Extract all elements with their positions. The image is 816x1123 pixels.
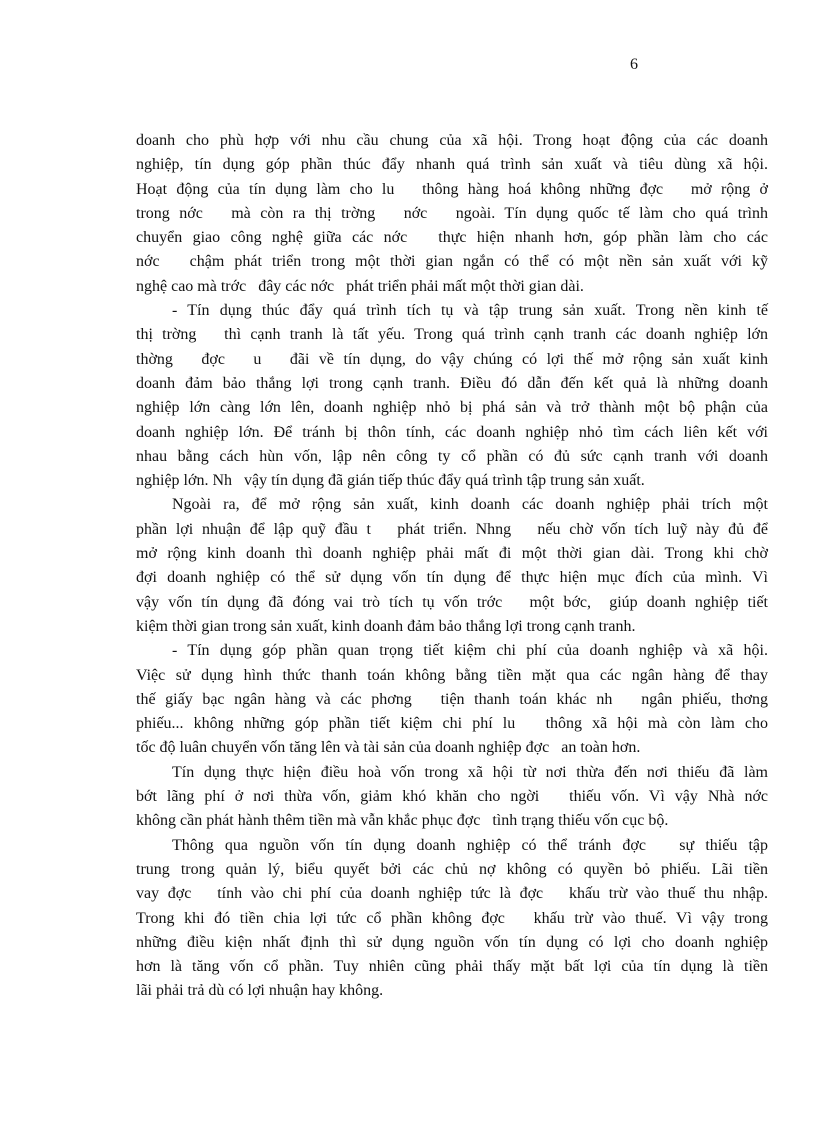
text-line: Hoạt động của tín dụng làm cho lu thông hàng hoá không những đợc mở rộng ở <box>136 180 768 198</box>
text-line: chuyển giao công nghệ giữa các nớc thực hiện nhanh hơn, góp phần làm cho các <box>136 229 768 247</box>
page-number: 6 <box>630 56 638 73</box>
text-line: trung trong quản lý, biểu quyết bởi các chủ nợ không có quyền bỏ phiếu. Lãi tiền <box>136 860 768 878</box>
body-text <box>136 129 768 1004</box>
text-line: lãi phải trả dù có lợi nhuận hay không. <box>136 982 384 1000</box>
text-line: tốc độ luân chuyển vốn tăng lên và tài sản của doanh nghiệp đợc an toàn hơn. <box>136 739 641 757</box>
text-line: bớt lãng phí ở nơi thừa vốn, giảm khó khăn cho ngời thiếu vốn. Vì vậy Nhà nớc <box>136 788 768 806</box>
text-line: mở rộng kinh doanh thì doanh nghiệp phải mất đi một thời gian dài. Trong khi chờ <box>136 545 768 563</box>
text-line: phiếu... không những góp phần tiết kiệm chi phí lu thông xã hội mà còn làm cho <box>136 715 768 733</box>
text-line: doanh đảm bảo thắng lợi trong cạnh tranh. Điều đó dẫn đến kết quả là những doanh <box>136 374 768 392</box>
text-line: đợi doanh nghiệp có thể sử dụng vốn tín dụng để thực hiện mục đích của mình. Vì <box>136 569 768 587</box>
text-line: Ngoài ra, để mở rộng sản xuất, kinh doanh các doanh nghiệp phải trích một <box>172 496 768 514</box>
text-line: hơn là tăng vốn cổ phần. Tuy nhiên cũng phải thấy mặt bất lợi của tín dụng là tiền <box>136 958 768 976</box>
text-line: nghiệp lớn. Nh vậy tín dụng đã gián tiếp thúc đẩy quá trình tập trung sản xuất. <box>136 472 645 490</box>
text-line: doanh nghiệp lớn. Để tránh bị thôn tính, các doanh nghiệp nhỏ tìm cách liên kết với <box>136 423 768 441</box>
text-line: Trong khi đó tiền chia lợi tức cổ phần không đợc khấu trừ vào thuế. Vì vậy trong <box>136 909 768 927</box>
text-line: nghiệp, tín dụng góp phần thúc đẩy nhanh quá trình sản xuất và tiêu dùng xã hội. <box>136 156 768 174</box>
text-line: doanh cho phù hợp với nhu cầu chung của xã hội. Trong hoạt động của các doanh <box>136 132 768 149</box>
text-line: thế giấy bạc ngân hàng và các phơng tiện thanh toán khác nh ngân phiếu, thơng <box>136 690 768 708</box>
text-line: Thông qua nguồn vốn tín dụng doanh nghiệp có thể tránh đợc sự thiếu tập <box>172 836 768 854</box>
text-line: không cần phát hành thêm tiền mà vẫn khắc phục đợc tình trạng thiếu vốn cục bộ. <box>136 812 669 830</box>
text-line: - Tín dụng thúc đẩy quá trình tích tụ và tập trung sản xuất. Trong nền kinh tế <box>172 302 768 320</box>
text-line: nớc chậm phát triển trong một thời gian ngắn có thể có một nền sản xuất với kỹ <box>136 253 768 271</box>
text-line: nhau bằng cách hùn vốn, lập nên công ty cổ phần có đủ sức cạnh tranh với doanh <box>136 447 768 465</box>
text-line: vay đợc tính vào chi phí của doanh nghiệp tức là đợc khấu trừ vào thuế thu nhập. <box>136 885 768 903</box>
text-line: Việc sử dụng hình thức thanh toán không bằng tiền mặt qua các ngân hàng để thay <box>136 666 768 684</box>
text-line: trong nớc mà còn ra thị trờng nớc ngoài. Tín dụng quốc tế làm cho quá trình <box>136 204 768 222</box>
text-line: nghệ cao mà trớc đây các nớc phát triển phải mất một thời gian dài. <box>136 277 584 295</box>
text-line: phần lợi nhuận để lập quỹ đầu t phát triển. Nhng nếu chờ vốn tích luỹ này đủ để <box>136 520 768 538</box>
text-line: - Tín dụng góp phần quan trọng tiết kiệm chi phí của doanh nghiệp và xã hội. <box>172 642 768 660</box>
text-line: vậy vốn tín dụng đã đóng vai trò tích tụ vốn trớc một bớc, giúp doanh nghiệp tiết <box>136 593 768 611</box>
text-line: kiệm thời gian trong sản xuất, kinh doanh đảm bảo thắng lợi trong cạnh tranh. <box>136 617 636 635</box>
text-line: những điều kiện nhất định thì sử dụng nguồn vốn tín dụng có lợi cho doanh nghiệp <box>136 933 768 951</box>
text-line: Tín dụng thực hiện điều hoà vốn trong xã hội từ nơi thừa đến nơi thiếu đã làm <box>172 763 768 781</box>
text-line: nghiệp lớn càng lớn lên, doanh nghiệp nhỏ bị phá sản và trở thành một bộ phận của <box>136 399 768 417</box>
text-line: thờng đợc u đãi về tín dụng, do vậy chúng có lợi thế mở rộng sản xuất kinh <box>136 350 768 368</box>
text-line: thị trờng thì cạnh tranh là tất yếu. Trong quá trình cạnh tranh các doanh nghiệp lớn <box>136 326 768 344</box>
